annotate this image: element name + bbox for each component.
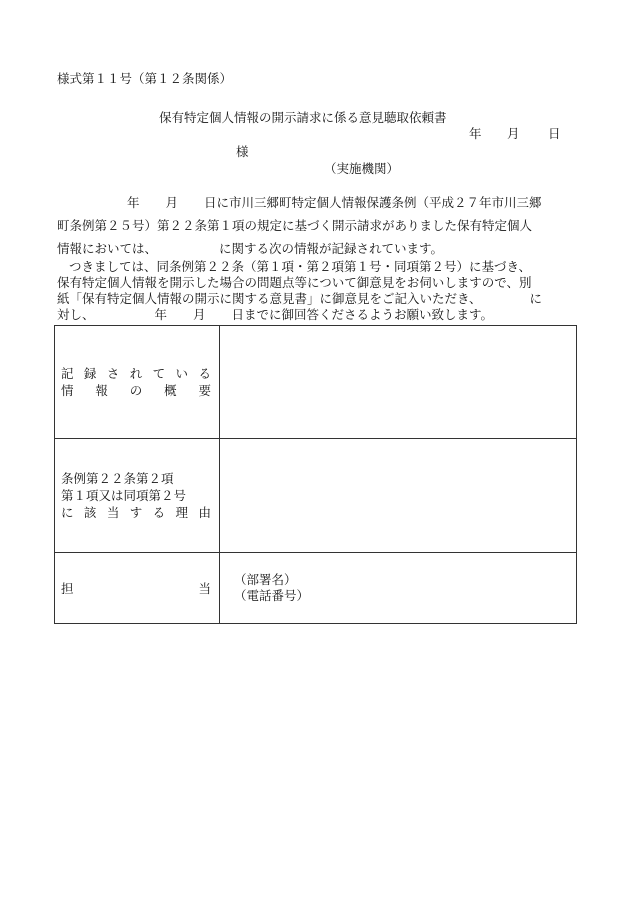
body-line: 町条例第２５号）第２２条第１項の規定に基づく開示請求がありました保有特定個人	[57, 218, 533, 233]
body-text: 紙「保有特定個人情報の開示に関する意見書」に御意見をご記入いただき、	[57, 291, 482, 306]
addressee-suffix: 様	[236, 144, 249, 159]
department-label: （部署名）	[234, 572, 297, 587]
label-line: 情 報 の 概 要	[61, 383, 211, 398]
label-line: 条例第２２条第２項	[61, 471, 174, 486]
summary-label-cell	[55, 326, 220, 439]
body-text: 日までに御回答くださるようお願い致します。	[231, 307, 494, 322]
body-line: つきましては、同条例第２２条（第１項・第２項第１号・同項第２号）に基づき、	[69, 259, 532, 274]
body-text: 情報においては、	[57, 241, 158, 256]
label-line: 第１項又は同項第２号	[61, 488, 187, 503]
label-line: 担 当	[61, 580, 211, 596]
body-text: に	[529, 291, 543, 306]
body-line	[57, 195, 577, 211]
body-line	[57, 241, 577, 257]
body-text: 日に市川三郷町特定個人情報保護条例（平成２７年市川三郷	[204, 195, 542, 210]
deadline-year-label: 年	[154, 307, 168, 322]
table-row	[55, 553, 577, 624]
body-line	[57, 291, 577, 307]
body-text: に関する次の情報が記録されています。	[219, 241, 444, 256]
blank-year-label: 年	[127, 195, 140, 210]
label-line: 記 録 さ れ て い る	[61, 366, 211, 381]
reason-label-cell	[55, 439, 220, 553]
body-text: 対し、	[57, 307, 95, 322]
document-title: 保有特定個人情報の開示請求に係る意見聴取依頼書	[159, 110, 447, 125]
date-month-label: 月	[507, 126, 520, 141]
body-paragraph-1	[57, 195, 577, 257]
issuer-label: （実施機関）	[324, 161, 400, 176]
label-line: に 該 当 す る 理 由	[61, 505, 211, 520]
blank-month-label: 月	[165, 195, 179, 210]
body-line	[57, 307, 577, 323]
reason-value-cell[interactable]	[220, 439, 577, 553]
opinion-table	[54, 325, 577, 624]
table-row	[55, 439, 577, 553]
contact-label-cell	[55, 553, 220, 624]
body-paragraph-2	[57, 259, 577, 323]
body-line: 保有特定個人情報を開示した場合の問題点等について御意見をお伺いしますので、別	[57, 275, 532, 290]
summary-value-cell[interactable]	[220, 326, 577, 439]
contact-value-cell[interactable]	[220, 553, 577, 624]
phone-label: （電話番号）	[234, 588, 310, 603]
date-day-label: 日	[548, 126, 561, 141]
form-number: 様式第１１号（第１２条関係）	[57, 71, 233, 86]
table-row	[55, 326, 577, 439]
deadline-month-label: 月	[193, 307, 206, 322]
date-year-label: 年	[469, 126, 482, 141]
